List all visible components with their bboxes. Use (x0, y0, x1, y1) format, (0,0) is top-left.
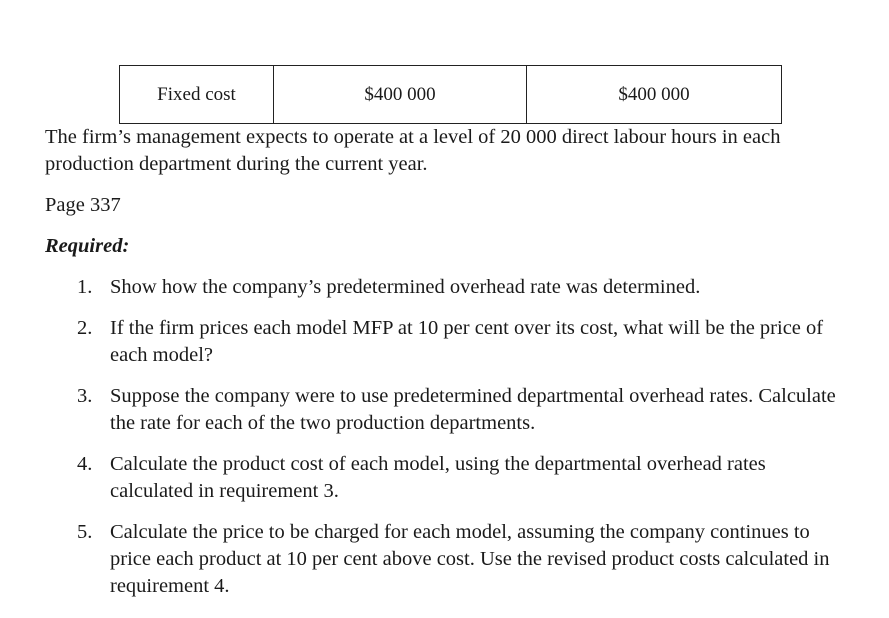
list-item (0, 315, 889, 369)
list-item-text: Show how the company’s predetermined overhead rate was determined. (110, 276, 701, 298)
list-item-text: Suppose the company were to use predetermined departmental overhead rates. Calculate the rate for each of the two production departments. (110, 385, 836, 434)
list-item-text: Calculate the product cost of each model, using the departmental overhead rates calculated in requirement 3. (110, 453, 766, 502)
required-heading: Required: (45, 235, 130, 257)
value-cell-b: $400 000 (527, 66, 782, 124)
list-item-text: If the firm prices each model MFP at 10 per cent over its cost, what will be the price of each model? (110, 317, 824, 366)
list-item-number: 2. (77, 317, 93, 339)
value-cell-a: $400 000 (274, 66, 527, 124)
list-item-number: 3. (77, 385, 93, 407)
list-item (0, 383, 889, 437)
intro-paragraph: The firm’s management expects to operate at a level of 20 000 direct labour hours in each production department during the current year. (45, 126, 781, 175)
list-item-number: 1. (77, 276, 93, 298)
list-item-number: 4. (77, 453, 93, 475)
list-item (0, 519, 889, 600)
row-label-cell: Fixed cost (120, 66, 274, 124)
page-number: Page 337 (45, 194, 121, 216)
cost-table (119, 65, 782, 124)
list-item-text: Calculate the price to be charged for each model, assuming the company continues to price each product at 10 per cent above cost. Use the revised product costs calculated in requirement 4. (110, 521, 830, 597)
list-item-number: 5. (77, 521, 93, 543)
list-item (0, 451, 889, 505)
list-item (0, 274, 889, 301)
requirements-list (0, 274, 889, 614)
table-row (120, 66, 782, 124)
